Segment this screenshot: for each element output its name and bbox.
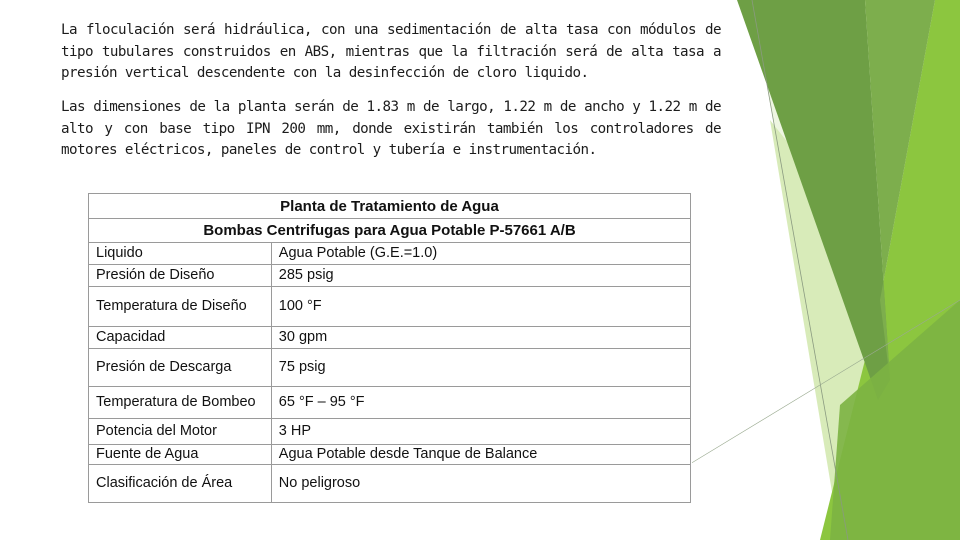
row-value: 100 °F: [271, 287, 690, 327]
table-subtitle: Bombas Centrifugas para Agua Potable P-57661 A/B: [89, 219, 691, 243]
paragraph-dimensions: Las dimensiones de la planta serán de 1.83 m de largo, 1.22 m de ancho y 1.22 m de alto y con base tipo IPN 200 mm, donde existirán también los controladores de motores eléctricos, paneles de control y tubería e instrumentación.: [61, 99, 721, 158]
row-value: Agua Potable desde Tanque de Balance: [271, 445, 690, 465]
row-value: Agua Potable (G.E.=1.0): [271, 243, 690, 265]
row-value: 30 gpm: [271, 327, 690, 349]
row-label: Potencia del Motor: [89, 419, 272, 445]
row-label: Presión de Diseño: [89, 265, 272, 287]
table-row: [89, 243, 691, 265]
table-row: [89, 349, 691, 387]
specifications-table: [88, 193, 691, 503]
row-label: Temperatura de Diseño: [89, 287, 272, 327]
specifications-table-image: [88, 193, 692, 509]
row-label: Fuente de Agua: [89, 445, 272, 465]
row-value: 65 °F – 95 °F: [271, 387, 690, 419]
row-value: 3 HP: [271, 419, 690, 445]
row-label: Clasificación de Área: [89, 465, 272, 503]
table-row: [89, 327, 691, 349]
row-value: 75 psig: [271, 349, 690, 387]
table-title: Planta de Tratamiento de Agua: [89, 194, 691, 219]
table-row: [89, 265, 691, 287]
table-row: [89, 465, 691, 503]
table-row: [89, 445, 691, 465]
table-row: [89, 419, 691, 445]
table-row: [89, 387, 691, 419]
row-label: Liquido: [89, 243, 272, 265]
row-label: Temperatura de Bombeo: [89, 387, 272, 419]
table-row: [89, 287, 691, 327]
row-value: No peligroso: [271, 465, 690, 503]
paragraph-flocculation: La floculación será hidráulica, con una sedimentación de alta tasa con módulos de tipo tubulares construidos en ABS, mientras que la filtración será de alta tasa a presión vertical descendente con la desinfección de cloro liquido.: [61, 22, 721, 81]
row-label: Capacidad: [89, 327, 272, 349]
row-value: 285 psig: [271, 265, 690, 287]
row-label: Presión de Descarga: [89, 349, 272, 387]
